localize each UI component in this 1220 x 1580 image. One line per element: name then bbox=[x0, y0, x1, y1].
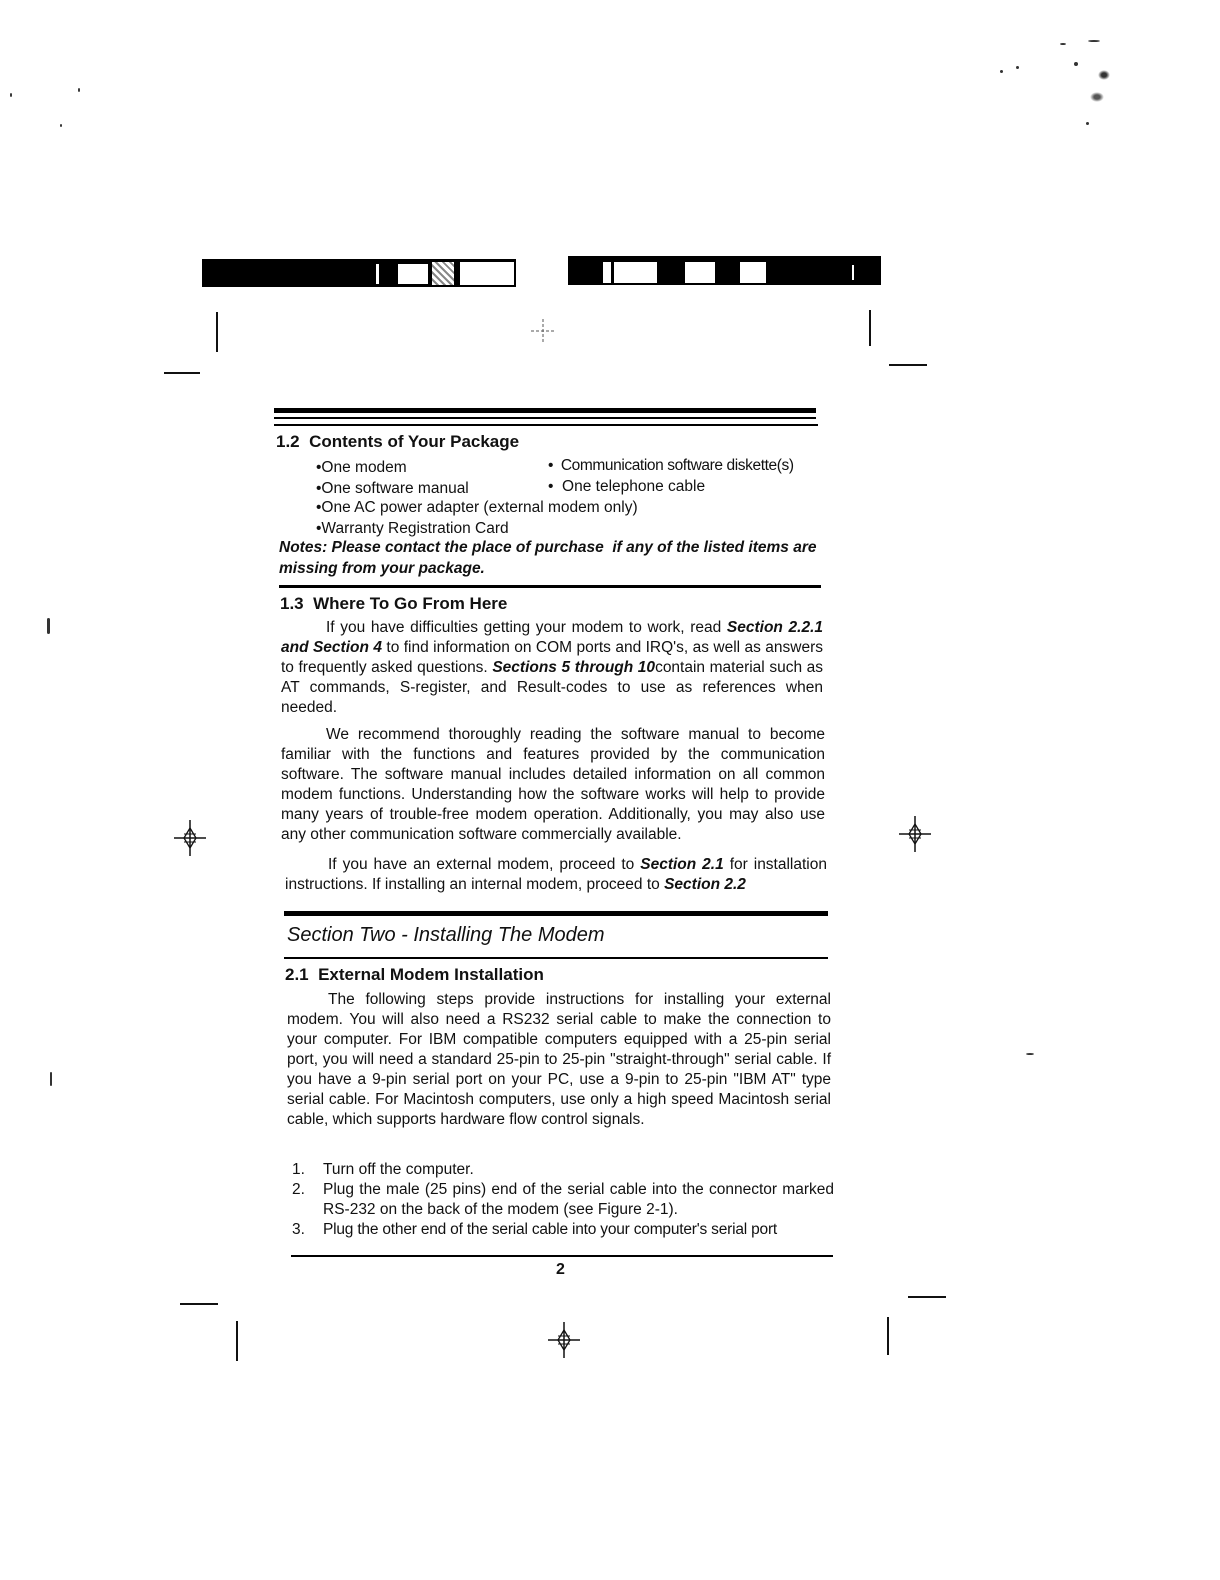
crop-mark-top-right-h bbox=[889, 364, 927, 366]
step-text: Plug the male (25 pins) end of the serial cable into the connector marked RS-232 on the back of the modem (see Figure 2-1). bbox=[323, 1181, 834, 1218]
section-1-2-title: 1.2 Contents of Your Package bbox=[276, 432, 520, 451]
section-divider bbox=[279, 585, 821, 588]
package-item: •One software manual bbox=[316, 480, 469, 497]
crop-mark-top-left bbox=[216, 312, 218, 352]
crop-mark-top-right bbox=[869, 310, 871, 346]
package-item: •One AC power adapter (external modem only) bbox=[316, 499, 638, 516]
bar-right-tick-1 bbox=[611, 262, 614, 283]
crop-mark-bottom-left-h bbox=[180, 1303, 218, 1305]
step-text: Turn off the computer. bbox=[323, 1161, 474, 1178]
step-text: Plug the other end of the serial cable into your computer's serial port bbox=[323, 1221, 778, 1238]
scan-speck bbox=[1016, 66, 1019, 69]
package-item: • Communication software diskette(s) bbox=[548, 457, 794, 474]
section-two-rule-top bbox=[284, 911, 828, 916]
section-reference: Section 2.1 bbox=[640, 856, 724, 873]
bar-right-slot-2 bbox=[685, 262, 715, 283]
page-number: 2 bbox=[556, 1261, 565, 1278]
scan-speck bbox=[10, 93, 12, 97]
scan-speck bbox=[50, 1072, 52, 1086]
section-1-3-paragraph-3 bbox=[285, 855, 827, 895]
scan-speck bbox=[78, 88, 80, 92]
registration-target-left-icon bbox=[172, 820, 208, 856]
footer-rule bbox=[291, 1255, 833, 1257]
header-rule-thick bbox=[274, 408, 816, 413]
step-number: 1. bbox=[292, 1161, 305, 1178]
bar-right-slot-3 bbox=[740, 262, 766, 283]
scan-speck bbox=[1086, 122, 1089, 125]
package-item: •Warranty Registration Card bbox=[316, 520, 509, 537]
crop-mark-top-left-h bbox=[164, 372, 200, 374]
header-rule-thin bbox=[274, 424, 818, 426]
scan-speck bbox=[1098, 70, 1110, 80]
package-item: • One telephone cable bbox=[548, 478, 706, 495]
section-two-rule-bottom bbox=[284, 957, 828, 959]
bar-left-slot-1 bbox=[376, 264, 379, 284]
section-1-3-paragraph-1 bbox=[281, 618, 823, 718]
scan-speck bbox=[60, 124, 62, 127]
crop-mark-bottom-left bbox=[236, 1321, 238, 1361]
section-1-3-title: 1.3 Where To Go From Here bbox=[280, 594, 508, 613]
bar-left-slot-2 bbox=[398, 264, 428, 284]
text: If you have difficulties getting your modem to work, read bbox=[326, 619, 727, 636]
scan-speck bbox=[1090, 92, 1104, 102]
text: for installation instructions. If installing an internal modem, proceed to bbox=[285, 856, 827, 893]
section-2-1-paragraph: The following steps provide instructions for installing your external modem. You will also need a RS232 serial cable to make the connection to your computer. For IBM compatible computers equipped with a 25-pin serial port, you will need a standard 25-pin to 25-pin "straight-through" serial cable. If you have a 9-pin serial port on your PC, use a 9-pin to 25-pin "IBM AT" type serial cable. For Macintosh computers, use only a high speed Macintosh serial cable, which supports hardware flow control signals. bbox=[287, 991, 831, 1128]
registration-target-bottom-icon bbox=[546, 1322, 582, 1358]
text: contain material such as AT commands, S-register, and Result-codes to use as references when needed. bbox=[281, 659, 824, 716]
section-2-1-title: 2.1 External Modem Installation bbox=[285, 965, 544, 984]
section-reference: Section 2.2 bbox=[664, 876, 746, 893]
scan-speck bbox=[1026, 1053, 1034, 1055]
scan-speck bbox=[1060, 43, 1066, 45]
section-1-3-paragraph-2: We recommend thoroughly reading the software manual to become familiar with the functions and features provided by the communication software. The software manual includes detailed information on all common modem functions. Understanding how the software works will help to provide many years of trouble-free modem operation. Additionally, you may also use any other communication software commercially available. bbox=[281, 726, 825, 843]
bar-left-slot-3 bbox=[432, 262, 454, 285]
scan-speck bbox=[1088, 40, 1100, 42]
step-number: 2. bbox=[292, 1181, 305, 1198]
step-number: 3. bbox=[292, 1221, 305, 1238]
scan-speck bbox=[1000, 70, 1003, 73]
crop-mark-bottom-right-h bbox=[908, 1296, 946, 1298]
crop-mark-bottom-right bbox=[887, 1317, 889, 1355]
section-two-title: Section Two - Installing The Modem bbox=[287, 924, 605, 946]
section-reference: Section 2.2.1 and Section 4 bbox=[281, 619, 824, 656]
text: to find information on COM ports and IRQ's, as well as answers to frequently asked questions. bbox=[281, 639, 823, 676]
header-rule-mid bbox=[274, 417, 816, 419]
registration-target-right-icon bbox=[897, 816, 933, 852]
scan-speck bbox=[47, 618, 50, 634]
package-item: •One modem bbox=[316, 459, 407, 476]
bar-left-slot-4 bbox=[458, 262, 514, 285]
bar-right-slot-4 bbox=[852, 265, 854, 280]
crosshair-top-icon bbox=[530, 318, 556, 344]
scan-speck bbox=[1074, 62, 1078, 66]
section-reference: Sections 5 through 10 bbox=[492, 659, 656, 676]
text: If you have an external modem, proceed to bbox=[328, 856, 641, 873]
package-note: Notes: Please contact the place of purchase if any of the listed items are missing from your package. bbox=[279, 539, 821, 577]
